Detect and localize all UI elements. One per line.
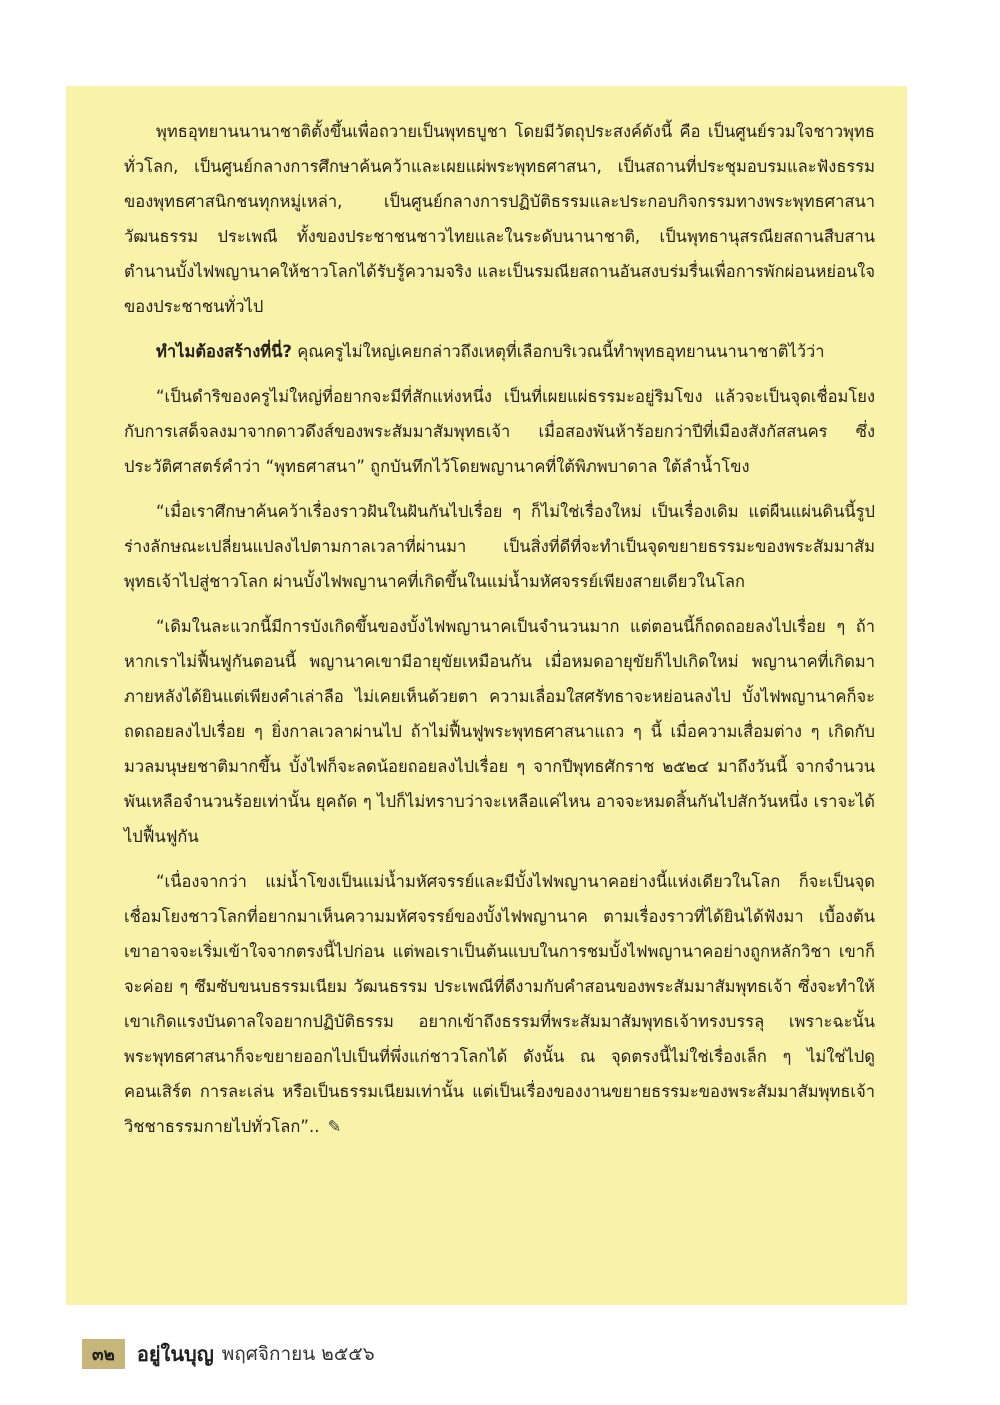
signoff-quill-icon: ✎	[327, 1117, 342, 1136]
paragraph-quote-1: “เป็นดำริของครูไม่ใหญ่ที่อยากจะมีที่สักแห่งหนึ่ง เป็นที่เผยแผ่ธรรมะอยู่ริมโขง แล้วจะเป็นจุดเชื่อมโยงกับการเสด็จลงมาจากดาวดึงส์ของพระสัมมาสัมพุทธเจ้า เมื่อสองพันห้าร้อยกว่าปีที่เมืองสังกัสสนคร ซึ่งประวัติศาสตร์คำว่า “พุทธศาสนา” ถูกบันทึกไว้โดยพญานาคที่ใต้พิภพบาดาล ใต้ลำน้ำโขง	[124, 387, 875, 476]
paragraph-quote-4	[124, 864, 875, 1144]
section-question-heading: ทำไมต้องสร้างที่นี่?	[156, 342, 292, 361]
page-footer	[82, 1339, 375, 1369]
paragraph-quote-3: “เดิมในละแวกนี้มีการบังเกิดขึ้นของบั้งไฟพญานาคเป็นจำนวนมาก แต่ตอนนี้ก็ถดถอยลงไปเรื่อย ๆ ถ้าหากเราไม่ฟื้นฟูกันตอนนี้ พญานาคเขามีอายุขัยเหมือนกัน เมื่อหมดอายุขัยก็ไปเกิดใหม่ พญานาคที่เกิดมาภายหลังได้ยินแต่เพียงคำเล่าลือ ไม่เคยเห็นด้วยตา ความเลื่อมใสศรัทธาจะหย่อนลงไป บั้งไฟพญานาคก็จะถดถอยลงไปเรื่อย ๆ ยิ่งกาลเวลาผ่านไป ถ้าไม่ฟื้นฟูพระพุทธศาสนาแถว ๆ นี้ เมื่อความเสื่อมต่าง ๆ เกิดกับมวลมนุษยชาติมากขึ้น บั้งไฟก็จะลดน้อยถอยลงไปเรื่อย ๆ จากปีพุทธศักราช ๒๕๒๔ มาถึงวันนี้ จากจำนวนพันเหลือจำนวนร้อยเท่านั้น ยุคถัด ๆ ไปก็ไม่ทราบว่าจะเหลือแค่ไหน อาจจะหมดสิ้นกันไปสักวันหนึ่ง เราจะได้ไปฟื้นฟูกัน	[124, 617, 875, 846]
article-panel	[66, 86, 907, 1305]
page-number: ๓๒	[82, 1339, 125, 1369]
paragraph-why-here	[124, 334, 875, 369]
issue-date: พฤศจิกายน ๒๕๕๖	[221, 1343, 375, 1365]
paragraph-quote-2: “เมื่อเราศึกษาค้นคว้าเรื่องราวฝันในฝันกันไปเรื่อย ๆ ก็ไม่ใช่เรื่องใหม่ เป็นเรื่องเดิม แต่ผืนแผ่นดินนี้รูปร่างลักษณะเปลี่ยนแปลงไปตามกาลเวลาที่ผ่านมา เป็นสิ่งที่ดีที่จะทำเป็นจุดขยายธรรมะของพระสัมมาสัมพุทธเจ้าไปสู่ชาวโลก ผ่านบั้งไฟพญานาคที่เกิดขึ้นในแม่น้ำมหัศจรรย์เพียงสายเดียวในโลก	[124, 502, 875, 591]
paragraph-purpose: พุทธอุทยานนานาชาติตั้งขึ้นเพื่อถวายเป็นพุทธบูชา โดยมีวัตถุประสงค์ดังนี้ คือ เป็นศูนย์รวมใจชาวพุทธทั่วโลก, เป็นศูนย์กลางการศึกษาค้นคว้าและเผยแผ่พระพุทธศาสนา, เป็นสถานที่ประชุมอบรมและฟังธรรมของพุทธศาสนิกชนทุกหมู่เหล่า, เป็นศูนย์กลางการปฏิบัติธรรมและประกอบกิจกรรมทางพระพุทธศาสนา วัฒนธรรม ประเพณี ทั้งของประชาชนชาวไทยและในระดับนานาชาติ, เป็นพุทธานุสรณียสถานสืบสานตำนานบั้งไฟพญานาคให้ชาวโลกได้รับรู้ความจริง และเป็นรมณียสถานอันสงบร่มรื่นเพื่อการพักผ่อนหย่อนใจของประชาชนทั่วไป	[124, 122, 875, 316]
paragraph-quote-4-text: “เนื่องจากว่า แม่น้ำโขงเป็นแม่น้ำมหัศจรรย์และมีบั้งไฟพญานาคอย่างนี้แห่งเดียวในโลก ก็จะเป็นจุดเชื่อมโยงชาวโลกที่อยากมาเห็นความมหัศจรรย์ของบั้งไฟพญานาค ตามเรื่องราวที่ได้ยินได้ฟังมา เบื้องต้นเขาอาจจะเริ่มเข้าใจจากตรงนี้ไปก่อน แต่พอเราเป็นต้นแบบในการชมบั้งไฟพญานาคอย่างถูกหลักวิชา เขาก็จะค่อย ๆ ซึมซับขนบธรรมเนียม วัฒนธรรม ประเพณีที่ดีงามกับคำสอนของพระสัมมาสัมพุทธเจ้า ซึ่งจะทำให้เขาเกิดแรงบันดาลใจอยากปฏิบัติธรรม อยากเข้าถึงธรรมที่พระสัมมาสัมพุทธเจ้าทรงบรรลุ เพราะฉะนั้นพระพุทธศาสนาก็จะขยายออกไปเป็นที่พึ่งแก่ชาวโลกได้ ดังนั้น ณ จุดตรงนี้ไม่ใช่เรื่องเล็ก ๆ ไม่ใช่ไปดูคอนเสิร์ต การละเล่น หรือเป็นธรรมเนียมเท่านั้น แต่เป็นเรื่องของงานขยายธรรมะของพระสัมมาสัมพุทธเจ้า วิชชาธรรมกายไปทั่วโลก”..	[124, 872, 875, 1136]
magazine-title: อยู่ในบุญ	[136, 1342, 214, 1366]
section-question-body: คุณครูไม่ใหญ่เคยกล่าวถึงเหตุที่เลือกบริเวณนี้ทำพุทธอุทยานนานาชาติไว้ว่า	[291, 342, 825, 361]
